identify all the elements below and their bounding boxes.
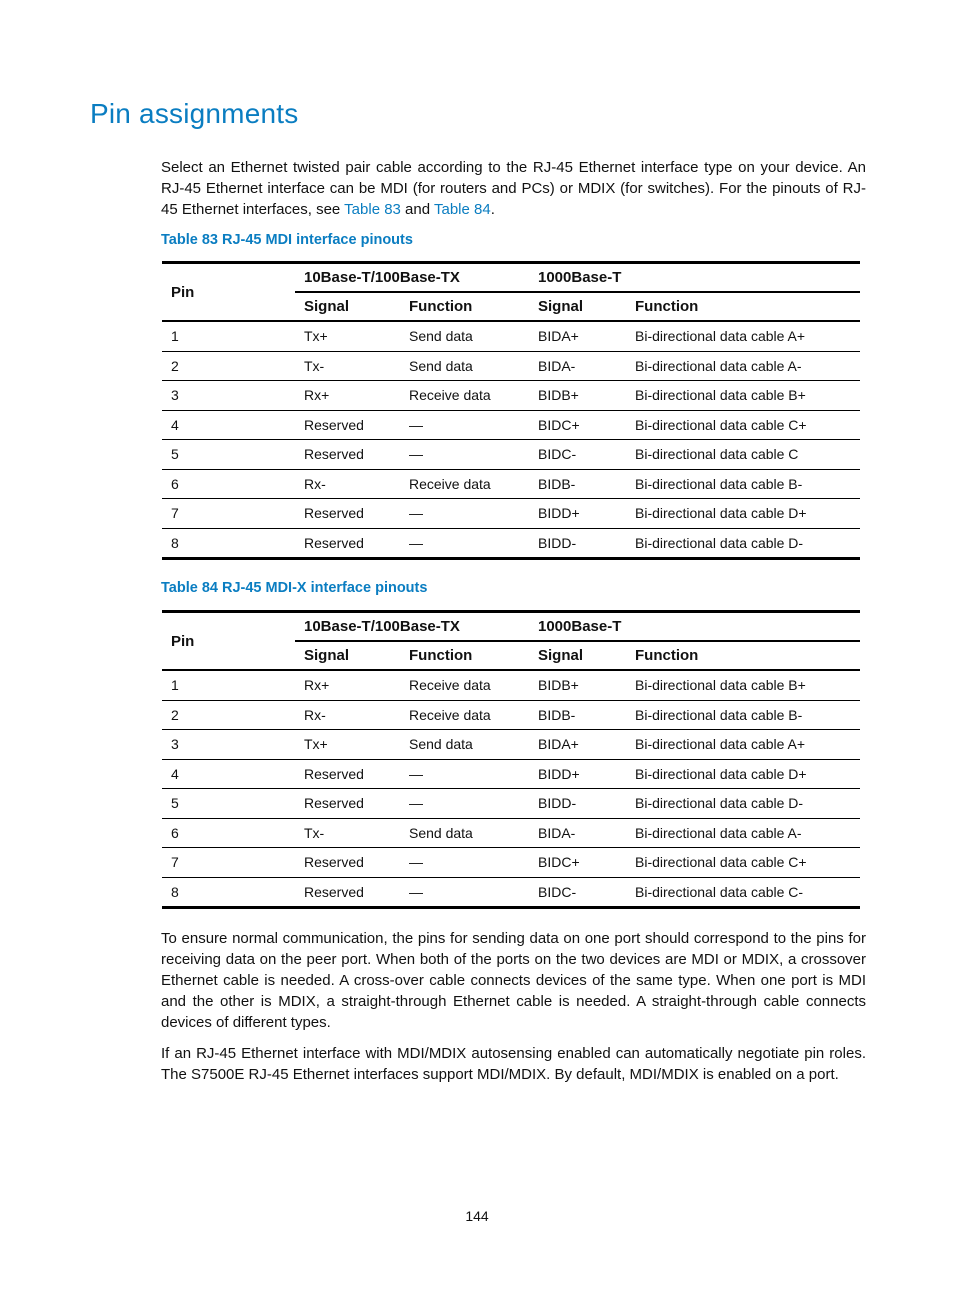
signal-cell: BIDB+ bbox=[538, 677, 579, 694]
table-row bbox=[162, 700, 860, 730]
signal-cell: Reserved bbox=[295, 848, 400, 878]
signal-cell: Reserved bbox=[295, 877, 400, 908]
header-10base-100base: 10Base-T/100Base-TX bbox=[295, 263, 529, 293]
header-signal: Signal bbox=[529, 292, 626, 321]
header-signal: Signal bbox=[295, 292, 400, 321]
signal-cell: BIDA- bbox=[529, 818, 626, 848]
function-cell: — bbox=[400, 499, 529, 529]
header-pin: Pin bbox=[162, 263, 295, 322]
intro-and: and bbox=[400, 201, 434, 218]
signal-cell: Reserved bbox=[295, 410, 400, 440]
pin-cell: 1 bbox=[171, 677, 179, 694]
table-row bbox=[162, 410, 860, 440]
table-83 bbox=[162, 261, 860, 560]
signal-cell: BIDB+ bbox=[529, 381, 626, 411]
table-84-body bbox=[162, 670, 860, 908]
signal-cell: BIDA+ bbox=[529, 730, 626, 760]
function-cell: Send data bbox=[409, 328, 473, 345]
function-cell: — bbox=[400, 410, 529, 440]
header-signal: Signal bbox=[295, 641, 400, 670]
table-row bbox=[162, 670, 860, 700]
intro-end: . bbox=[490, 201, 495, 218]
function-cell: Bi-directional data cable C+ bbox=[626, 410, 860, 440]
function-cell: Send data bbox=[400, 351, 529, 381]
table-84-caption: Table 84 RJ-45 MDI-X interface pinouts bbox=[161, 580, 428, 596]
signal-cell: Rx+ bbox=[304, 677, 330, 694]
signal-cell: Rx+ bbox=[295, 381, 400, 411]
function-cell: Bi-directional data cable D- bbox=[626, 528, 860, 559]
signal-cell: BIDD- bbox=[529, 789, 626, 819]
header-signal: Signal bbox=[529, 641, 626, 670]
pin-cell: 1 bbox=[171, 328, 179, 345]
table-row bbox=[162, 321, 860, 351]
function-cell: Send data bbox=[400, 818, 529, 848]
signal-cell: Reserved bbox=[295, 440, 400, 470]
table-row bbox=[162, 818, 860, 848]
pin-cell: 5 bbox=[162, 440, 295, 470]
signal-cell: BIDD- bbox=[529, 528, 626, 559]
header-1000base: 1000Base-T bbox=[529, 263, 860, 293]
function-cell: — bbox=[400, 440, 529, 470]
table-84-link[interactable]: Table 84 bbox=[433, 201, 491, 218]
function-cell: Bi-directional data cable A+ bbox=[626, 730, 860, 760]
function-cell: — bbox=[400, 877, 529, 908]
signal-cell: Tx+ bbox=[295, 730, 400, 760]
signal-cell: BIDC+ bbox=[529, 848, 626, 878]
pin-cell: 8 bbox=[162, 528, 295, 559]
crossover-paragraph: To ensure normal communication, the pins for sending data on one port should correspond to the pins for receiving data on the peer port. When both of the ports on the two devices are MDI or MDIX, a crossover Ethernet cable is needed. A cross-over cable connects devices of the same type. When one port is MDI and the other is MDIX, a straight-through Ethernet cable is needed. A straight-through cable connects devices of different types. bbox=[161, 930, 866, 1031]
pin-cell: 8 bbox=[162, 877, 295, 908]
function-cell: — bbox=[400, 528, 529, 559]
function-cell: — bbox=[400, 789, 529, 819]
table-row bbox=[162, 381, 860, 411]
pin-cell: 6 bbox=[162, 469, 295, 499]
function-cell: Bi-directional data cable C+ bbox=[626, 848, 860, 878]
signal-cell: Reserved bbox=[295, 528, 400, 559]
table-83-caption: Table 83 RJ-45 MDI interface pinouts bbox=[161, 232, 413, 248]
table-row bbox=[162, 730, 860, 760]
signal-cell: BIDA- bbox=[529, 351, 626, 381]
header-function: Function bbox=[400, 641, 529, 670]
header-pin: Pin bbox=[162, 612, 295, 671]
function-cell: Receive data bbox=[400, 700, 529, 730]
function-cell: Bi-directional data cable B- bbox=[626, 469, 860, 499]
signal-cell: BIDC+ bbox=[529, 410, 626, 440]
table-83-link[interactable]: Table 83 bbox=[344, 201, 401, 218]
function-cell: Bi-directional data cable B- bbox=[626, 700, 860, 730]
signal-cell: Rx- bbox=[295, 700, 400, 730]
pin-cell: 3 bbox=[162, 730, 295, 760]
signal-cell: BIDB- bbox=[529, 469, 626, 499]
signal-cell: Reserved bbox=[295, 759, 400, 789]
function-cell: Bi-directional data cable B+ bbox=[626, 381, 860, 411]
table-row bbox=[162, 759, 860, 789]
function-cell: Bi-directional data cable D+ bbox=[626, 759, 860, 789]
table-row bbox=[162, 528, 860, 559]
signal-cell: BIDD+ bbox=[529, 499, 626, 529]
header-10base-100base: 10Base-T/100Base-TX bbox=[295, 612, 529, 642]
header-function: Function bbox=[626, 641, 860, 670]
header-1000base: 1000Base-T bbox=[529, 612, 860, 642]
page-number: 144 bbox=[465, 1208, 489, 1224]
signal-cell: Tx- bbox=[295, 351, 400, 381]
pin-cell: 7 bbox=[162, 499, 295, 529]
function-cell: Receive data bbox=[409, 677, 491, 694]
pin-cell: 5 bbox=[162, 789, 295, 819]
table-row bbox=[162, 789, 860, 819]
pin-cell: 4 bbox=[162, 410, 295, 440]
function-cell: — bbox=[400, 759, 529, 789]
header-function: Function bbox=[626, 292, 860, 321]
signal-cell: BIDA+ bbox=[538, 328, 579, 345]
function-cell: Receive data bbox=[400, 469, 529, 499]
function-cell: Bi-directional data cable D+ bbox=[626, 499, 860, 529]
pin-cell: 6 bbox=[162, 818, 295, 848]
header-function: Function bbox=[400, 292, 529, 321]
intro-text: Select an Ethernet twisted pair cable according to the RJ-45 Ethernet interface type on your device. An RJ-45 Ethernet interface can be MDI (for routers and PCs) or MDIX (for switches). For the pinouts of RJ-45 Ethernet interfaces, see bbox=[161, 159, 866, 218]
table-row bbox=[162, 877, 860, 908]
function-cell: Bi-directional data cable B+ bbox=[635, 677, 806, 694]
signal-cell: Tx+ bbox=[304, 328, 328, 345]
table-row bbox=[162, 469, 860, 499]
autosensing-paragraph: If an RJ-45 Ethernet interface with MDI/MDIX autosensing enabled can automatically negotiate pin roles. The S7500E RJ-45 Ethernet interfaces support MDI/MDIX. By default, MDI/MDIX is enabled on a port. bbox=[161, 1045, 866, 1083]
table-84 bbox=[162, 610, 860, 909]
signal-cell: BIDC- bbox=[529, 440, 626, 470]
function-cell: Bi-directional data cable C bbox=[626, 440, 860, 470]
signal-cell: BIDB- bbox=[529, 700, 626, 730]
pin-cell: 3 bbox=[162, 381, 295, 411]
pin-cell: 4 bbox=[162, 759, 295, 789]
page-title: Pin assignments bbox=[90, 98, 299, 129]
table-row bbox=[162, 351, 860, 381]
function-cell: — bbox=[400, 848, 529, 878]
function-cell: Send data bbox=[400, 730, 529, 760]
table-83-body bbox=[162, 321, 860, 559]
table-row bbox=[162, 848, 860, 878]
function-cell: Bi-directional data cable A- bbox=[626, 818, 860, 848]
signal-cell: Reserved bbox=[295, 499, 400, 529]
function-cell: Receive data bbox=[400, 381, 529, 411]
table-row bbox=[162, 440, 860, 470]
function-cell: Bi-directional data cable C- bbox=[626, 877, 860, 908]
function-cell: Bi-directional data cable D- bbox=[626, 789, 860, 819]
signal-cell: Tx- bbox=[295, 818, 400, 848]
pin-cell: 2 bbox=[162, 700, 295, 730]
function-cell: Bi-directional data cable A+ bbox=[635, 328, 806, 345]
signal-cell: BIDC- bbox=[529, 877, 626, 908]
pin-cell: 7 bbox=[162, 848, 295, 878]
signal-cell: Rx- bbox=[295, 469, 400, 499]
signal-cell: Reserved bbox=[295, 789, 400, 819]
pin-cell: 2 bbox=[162, 351, 295, 381]
table-row bbox=[162, 499, 860, 529]
function-cell: Bi-directional data cable A- bbox=[626, 351, 860, 381]
signal-cell: BIDD+ bbox=[529, 759, 626, 789]
intro-paragraph bbox=[161, 157, 866, 220]
